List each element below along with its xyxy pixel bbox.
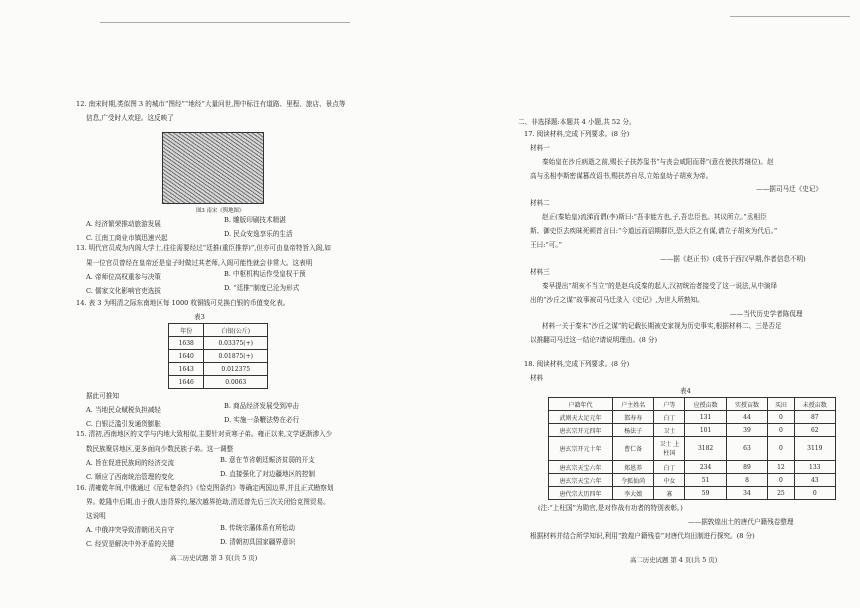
table-cell: 1638 [169,337,204,350]
q12-stem-line1: 12. 南宋时期,类似图 3 的城市“图经”“地经”大量问世,图中标注有道路、里程、旅店、景点等 [76,100,346,108]
table-cell: 唐代宗大历四年 [549,487,613,500]
q17-task-line2: 以推翻司马迁这一结论?请说明理由。(8 分) [530,336,658,344]
q13-stem-line2: 果一位官员曾经在皇帝还是皇子时做过其老师,入阁可能性就会非常大。这表明 [86,259,313,267]
table-cell: 3182 [685,437,726,461]
q15-option-c: C. 顺应了西南统治管理的变化 [86,473,175,481]
section-heading: 二、非选择题:本题共 4 小题,共 52 分。 [518,118,636,126]
q18-task: 根据材料并结合所学知识,利用“敦煌户籍残卷”对唐代均田制进行探究。(8 分) [530,532,755,540]
table-cell: 0.01875(+) [204,350,268,363]
q13-option-b: B. 中枢机构运作受皇权干预 [224,270,306,278]
table-cell: 63 [726,437,767,461]
table-cell: 59 [685,487,726,500]
q17-material2-line2: 斯、御史臣去疾昧死顿首言曰:“今道远而诏期群臣,恐大臣之有谋,请立子胡亥为代后。” [530,227,778,235]
q16-option-a: A. 中俄冲突导致清朝闭关自守 [86,526,175,534]
table-row [549,411,836,424]
table-cell: 邯寿寿 [612,411,653,424]
table4-header-due-acres: 应授亩数 [685,398,726,411]
table3 [168,323,268,389]
table-cell: 李大娘 [612,487,653,500]
q16-stem-line1: 16. 清雍乾年间,中俄通过《尼布楚条约》《恰克图条约》等确定两国边界,并且正式勘察划 [76,484,334,492]
table-cell: 白丁 [654,411,685,424]
table-cell: 唐玄宗开元四年 [549,424,613,437]
q17-material1-title: 材料一 [530,144,550,152]
table-cell: 25 [768,487,794,500]
q16-option-c: C. 经贸是解决中外矛盾的关键 [86,540,175,548]
table-cell: 卫士 上柱国 [654,437,685,461]
q17-stem: 17. 阅读材料,完成下列要求。(8 分) [524,130,630,138]
q16-option-d: D. 清朝初具国家疆界意识 [220,538,296,546]
table-row [549,461,836,474]
table-cell: 曹仁备 [612,437,653,461]
right-page-footer: 高二历史试题 第 4 页(共 5 页) [630,556,718,564]
q17-material2-line3: 王曰:“可。” [530,241,563,249]
table-cell: 唐玄宗天宝六年 [549,474,613,487]
table-cell: 1646 [169,376,204,389]
q15-option-d: D. 直接强化了对边疆地区的控制 [220,470,315,478]
left-page-footer: 高二历史试题 第 3 页(共 5 页) [170,554,258,562]
table-cell: 中女 [654,474,685,487]
table-cell: 43 [794,474,835,487]
table-row [169,350,268,363]
q13-option-c: C. 儒家文化影响官吏选拔 [86,287,161,295]
table-cell: 62 [794,424,835,437]
q16-stem-line2: 界。乾隆中后期,由于俄人违背界约,屡次越界抢劫,清廷曾先后三次关闭恰克图贸易。 [86,498,330,506]
q13-option-d: D. “廷推”制度已沦为形式 [224,284,300,292]
table-row [549,437,836,461]
q12-option-d: D. 民众安逸享乐的生活 [224,230,293,238]
q16-stem-line3: 这说明 [86,512,106,520]
table-row [549,474,836,487]
table-cell: 0 [768,424,794,437]
q14-lead: 据此可推知 [86,392,119,400]
q17-material1-line2: 高与丞相李斯密谋篡改诏书,赐扶苏自尽,立始皇幼子胡亥为帝。 [530,172,713,180]
q15-option-a: A. 旨在促进民族间的经济交流 [86,459,175,467]
q17-task-line1: 材料一关于秦末“沙丘之谋”的记载长期被史家视为历史事实,根据材料二、三是否足 [542,322,782,330]
table-cell: 杨法子 [612,424,653,437]
q17-material2-source: ——据《赵正书》(成书于西汉早期,作者信息不明) [660,255,806,263]
table4-source: ——据敦煌出土的唐代户籍残卷整理 [688,518,794,526]
table-cell: 131 [685,411,726,424]
q15-stem-line2: 数民族聚居地区,更多面向少数民族子弟。这一调整 [86,445,234,453]
table-cell: 89 [726,461,767,474]
q16-option-b: B. 传统宗藩体系有所松动 [220,524,295,532]
table-cell: 39 [726,424,767,437]
table4 [548,397,836,500]
table-cell: 12 [768,461,794,474]
table-row [549,487,836,500]
table4-header-bought-land: 买田 [768,398,794,411]
table-cell: 3119 [794,437,835,461]
table4-note: (注:“上柱国”为勋官,是对作战有功者的特别表彰。) [538,504,683,512]
q17-material3-line1: 秦早提出“胡亥不当立”的是赵兵反秦的起人,汉初统治者接受了这一说法,从中演绎 [542,282,778,290]
right-page [430,0,860,608]
table-cell: 0.03375(+) [204,337,268,350]
q12-option-c: C. 江南工商业市镇迅速兴起 [86,234,168,242]
song-city-map-figure [162,132,264,204]
table4-header-household-rank: 户等 [654,398,685,411]
table-cell: 1643 [169,363,204,376]
table-row [169,376,268,389]
table-cell: 武则天大足元年 [549,411,613,424]
q17-material3-title: 材料三 [530,268,550,276]
table3-title: 表3 [194,313,205,321]
figure-caption: 图3 南宋《舆地图》 [196,208,245,214]
q14-stem: 14. 表 3 为明清之际东南地区每 1000 枚铜钱可兑换白银的币值变化表。 [76,299,290,307]
q17-material3-line2: 出的“沙丘之谋”故事被司马迁录入《史记》,为世人所熟知。 [530,296,704,304]
q18-material-title: 材料 [530,374,544,382]
table-row [169,363,268,376]
table-cell: 寡 [654,487,685,500]
table4-header-granted-acres: 实授亩数 [726,398,767,411]
q18-stem: 18. 阅读材料,完成下列要求。(8 分) [524,360,630,368]
table-cell: 234 [685,461,726,474]
table-cell: 0.0063 [204,376,268,389]
q12-option-a: A. 经济繁荣推动旅游发展 [86,220,161,228]
scan-artifact-line [730,16,850,17]
q17-material3-source: ——当代历史学者陈侃理 [730,310,803,318]
table4-header-ungranted-acres: 未授亩数 [794,398,835,411]
table-cell: 8 [726,474,767,487]
q17-material1-source: ——据司马迁《史记》 [756,185,822,193]
table-cell: 郑恩养 [612,461,653,474]
table-cell: 唐玄宗天宝六年 [549,461,613,474]
q15-option-b: B. 意在节省朝廷赈济贫弱的开支 [220,456,315,464]
table-row [169,337,268,350]
table-cell: 唐玄宗开元十年 [549,437,613,461]
table-cell: 0 [768,437,794,461]
table-cell: 0 [768,411,794,424]
q12-option-b: B. 雕版印刷技术精湛 [224,216,286,224]
q14-option-a: A. 当地民众赋税负担减轻 [86,406,161,414]
table-row [549,424,836,437]
table-cell: 51 [685,474,726,487]
q14-option-b: B. 商品经济发展受到冲击 [224,402,299,410]
q17-material2-title: 材料二 [530,199,550,207]
table3-header-silver: 白银(公斤) [204,324,268,337]
q14-option-d: D. 实施一条鞭法势在必行 [224,416,300,424]
q13-stem-line1: 13. 明代官员成为内阁大学士,往往需要经过“廷推(重臣推荐)”,但亦可由皇帝特旨入阁,如 [76,244,331,252]
table3-header-year: 年份 [169,324,204,337]
q14-option-c: C. 白银泛滥引发通货膨胀 [86,420,161,428]
table-cell: 34 [726,487,767,500]
table-cell: 0 [794,487,835,500]
table-cell: 1640 [169,350,204,363]
table-cell: 卫士 [654,424,685,437]
q17-material1-line1: 秦始皇在沙丘病逝之前,赐长子扶苏玺书“与丧会咸阳而葬”(意在使扶苏继位)。赵 [542,158,774,166]
table-cell: 0.012375 [204,363,268,376]
q17-material2-line1: 赵正(秦始皇)流涕而谓(李)斯曰:“吾非能方也,子,吾忠臣也。其议所立。”丞相臣 [542,213,767,221]
table-cell: 白丁 [654,461,685,474]
table-cell: 44 [726,411,767,424]
q13-option-a: A. 帝师位高权重参与决策 [86,273,161,281]
q12-stem-line2: 信息,广受时人欢迎。这反映了 [86,114,174,122]
scan-artifact-line [100,22,350,23]
table4-title: 表4 [680,387,691,395]
table4-header-register-period: 户籍年代 [549,398,613,411]
table-cell: 87 [794,411,835,424]
table-cell: 令狐仙尚 [612,474,653,487]
table-cell: 101 [685,424,726,437]
table4-header-householder: 户主姓名 [612,398,653,411]
table-cell: 133 [794,461,835,474]
q15-stem-line1: 15. 清初,西南地区的文学与内地大致相似,主要针对贡寒子弟。雍正以来,文学逐渐渗入少 [76,430,333,438]
table-cell: 0 [768,474,794,487]
